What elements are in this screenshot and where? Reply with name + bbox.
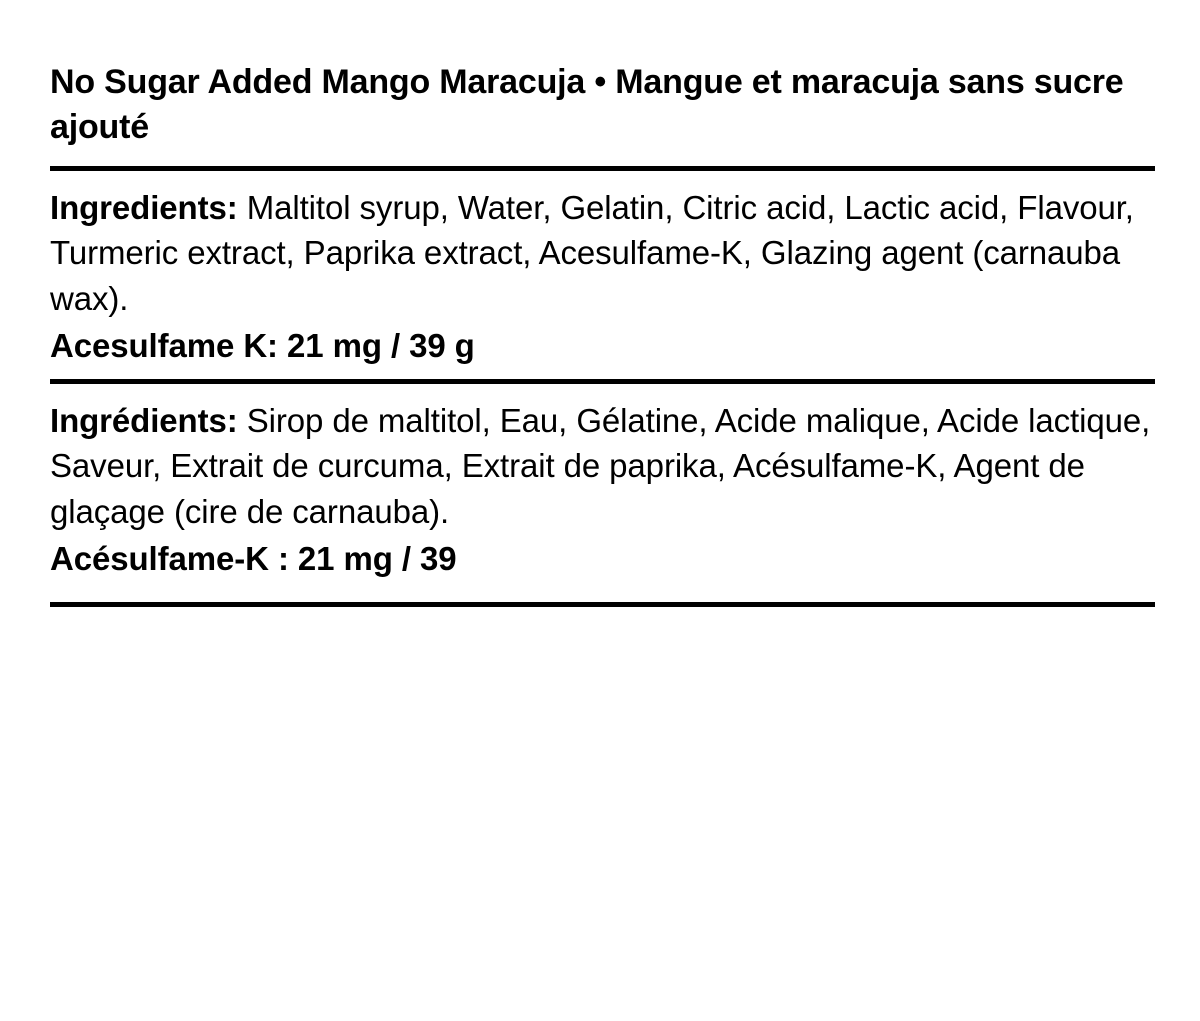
- ingredients-label-english: Ingredients:: [50, 188, 238, 226]
- ingredients-english: [50, 185, 1155, 322]
- ingredients-label-french: Ingrédients:: [50, 401, 238, 439]
- ingredients-text-french: Sirop de maltitol, Eau, Gélatine, Acide malique, Acide lactique, Saveur, Extrait de curcuma, Extrait de paprika, Acésulfame-K, Agent de glaçage (cire de carnauba).: [50, 401, 1151, 530]
- acesulfame-k-french: Acésulfame-K : 21 mg / 39: [50, 540, 457, 578]
- acesulfame-k-english: Acesulfame K: 21 mg / 39 g: [50, 327, 475, 365]
- ingredients-text-english: Maltitol syrup, Water, Gelatin, Citric acid, Lactic acid, Flavour, Turmeric extract, Paprika extract, Acesulfame-K, Glazing agent (carnauba wax).: [50, 188, 1134, 317]
- divider-bottom: [50, 602, 1155, 607]
- ingredients-section-french: [50, 384, 1155, 602]
- product-title: No Sugar Added Mango Maracuja • Mangue et maracuja sans sucre ajouté: [50, 63, 1124, 146]
- ingredients-french: [50, 398, 1155, 535]
- ingredients-section-english: [50, 171, 1155, 379]
- ingredients-label: [50, 60, 1155, 607]
- section-spacer: [50, 582, 1155, 592]
